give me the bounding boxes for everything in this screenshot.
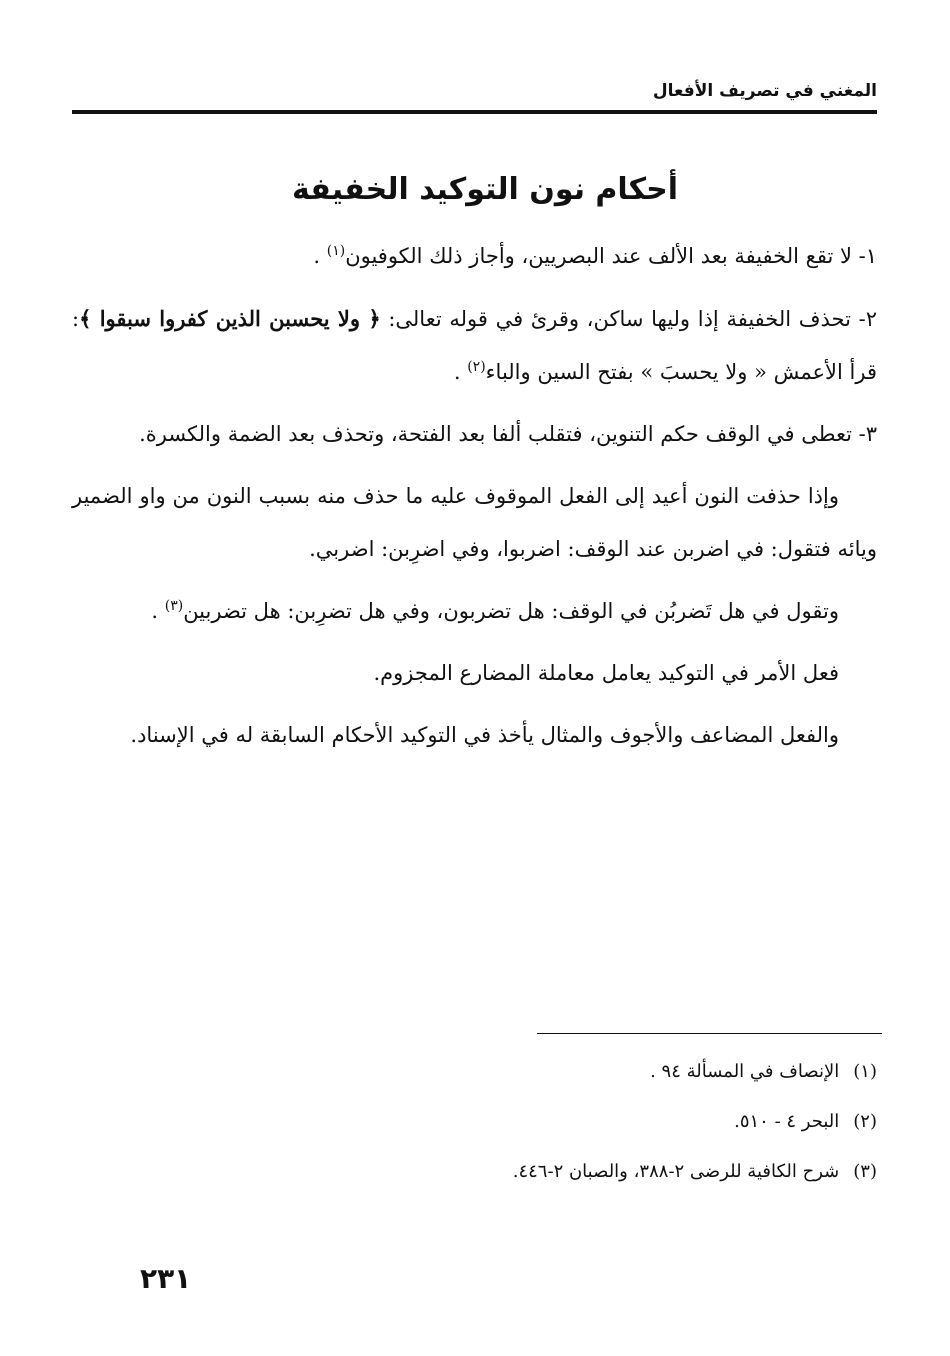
paragraph-2-text-b: : قرأ الأعمش « ولا يحسبَ » بفتح السين والباء <box>72 307 877 384</box>
footnote-text: البحر ٤ - ٥١٠. <box>734 1111 840 1132</box>
paragraph-5 <box>72 585 877 638</box>
paragraph-2 <box>72 292 877 399</box>
body-text <box>72 230 877 771</box>
paragraph-1 <box>72 230 877 283</box>
running-header <box>72 78 877 114</box>
page-title: أحكام نون التوكيد الخفيفة <box>291 172 679 207</box>
footnote-item <box>72 1047 877 1097</box>
paragraph-5-text: وتقول في هل تَضربُن في الوقف: هل تضربون، وفي هل تضرِبن: هل تضربين <box>183 599 839 623</box>
paragraph-1-tail: . <box>313 244 327 268</box>
footnote-ref-3: (٣) <box>164 598 184 614</box>
page-number: ٢٣١ <box>140 1262 192 1295</box>
paragraph-4: وإذا حذفت النون أعيد إلى الفعل الموقوف عليه ما حذف منه بسبب النون من واو الضمير ويائه فتقول: في اضربن عند الوقف: اضربوا، وفي اضرِبن: اضربي. <box>72 484 877 561</box>
paragraph-7: والفعل المضاعف والأجوف والمثال يأخذ في التوكيد الأحكام السابقة له في الإسناد. <box>130 723 839 747</box>
running-header-title: المغني في تصريف الأفعال <box>652 81 877 101</box>
footnote-ref-2: (٢) <box>467 359 486 375</box>
paragraph-5-tail: . <box>151 599 165 623</box>
paragraph-1-text: ١- لا تقع الخفيفة بعد الألف عند البصريين، وأجاز ذلك الكوفيون <box>345 244 877 268</box>
paragraph-3: ٣- تعطى في الوقف حكم التنوين، فتقلب ألفا بعد الفتحة، وتحذف بعد الضمة والكسرة. <box>139 422 877 446</box>
quran-quote: ﴿ ولا يحسبن الذين كفروا سبقوا ﴾ <box>79 306 381 331</box>
footnote-ref-1: (١) <box>326 243 346 259</box>
footnotes <box>72 1047 877 1197</box>
footnote-item <box>72 1147 877 1197</box>
footnote-text: شرح الكافية للرضى ٢-٣٨٨، والصبان ٢-٤٤٦. <box>512 1161 840 1182</box>
footnote-number: (٢) <box>853 1111 877 1132</box>
footnote-item <box>72 1097 877 1147</box>
paragraph-2-text-a: ٢- تحذف الخفيفة إذا وليها ساكن، وقرئ في قوله تعالى: <box>380 307 877 331</box>
footnote-divider <box>537 1033 882 1034</box>
paragraph-6: فعل الأمر في التوكيد يعامل معاملة المضارع المجزوم. <box>373 661 839 685</box>
footnote-number: (٣) <box>853 1161 877 1182</box>
footnote-text: الإنصاف في المسألة ٩٤ . <box>650 1061 840 1082</box>
paragraph-2-tail: . <box>453 360 468 384</box>
footnote-number: (١) <box>853 1061 877 1082</box>
